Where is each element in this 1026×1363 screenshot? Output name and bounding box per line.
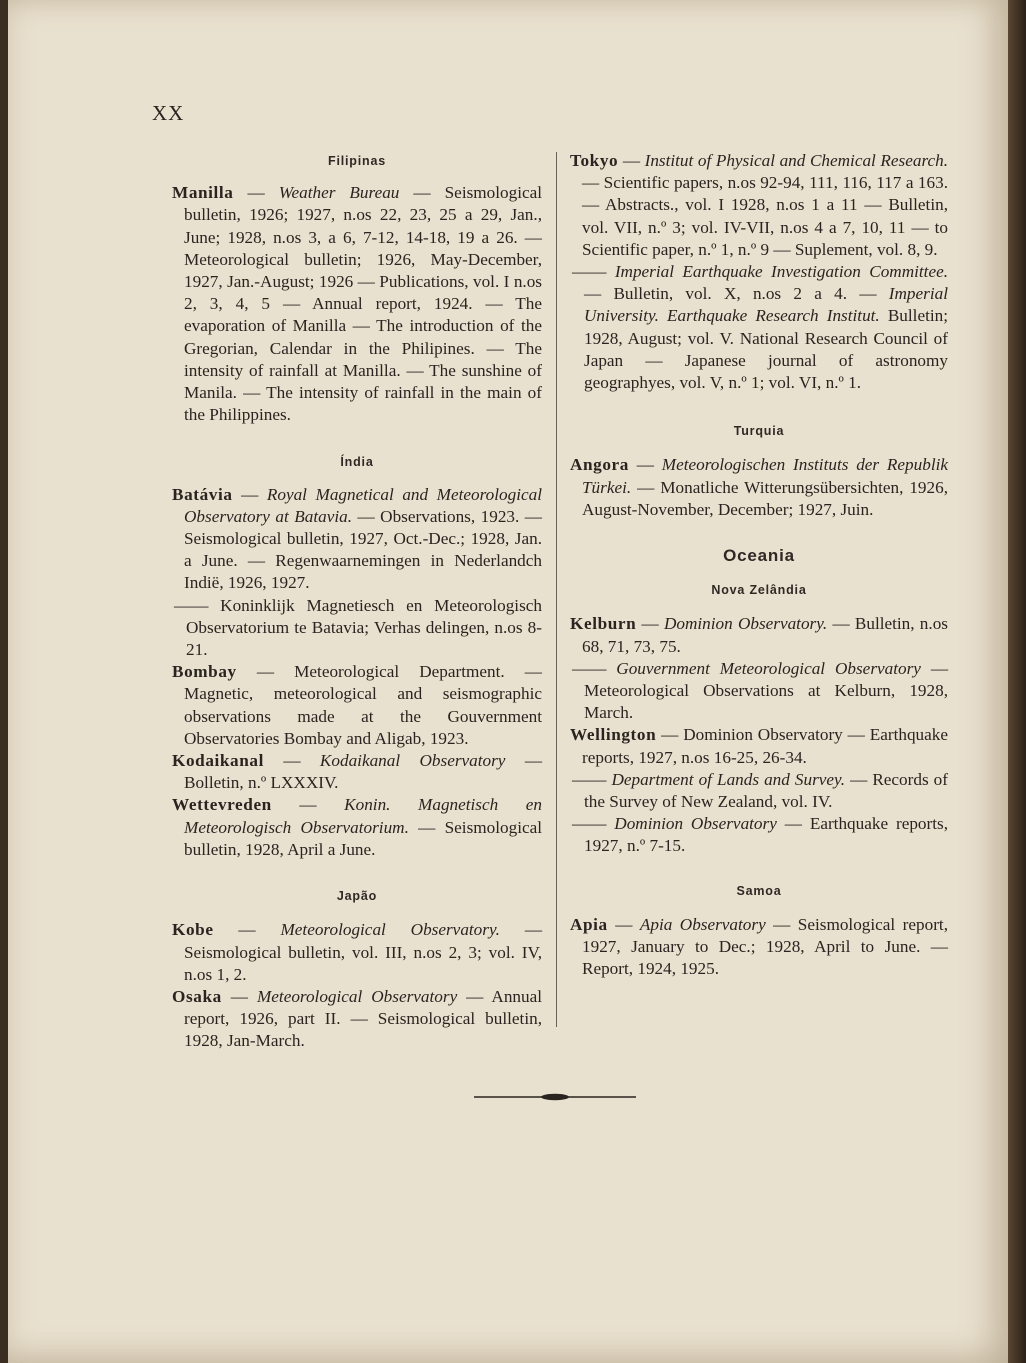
entry-text: — Records of the Survey of New Zealand, vol. IV. — [584, 769, 949, 812]
entry-text: — Bulletin, n.os 68, 71, 73, 75. — [582, 614, 948, 656]
institution-name: Gouvernment Meteorological Observatory — [616, 658, 921, 678]
place-name: Batávia — [172, 484, 233, 504]
entry-text: — Seismological bulletin, 1926; 1927, n.os 22, 23, 25 a 29, Jan., June; 1928, n.os 3, a 6, 7-12, 14-18, 19 a 26. — Meteorological bulletin; 1926, May-December, 1927, Jan.-August; 1926 — Publications, vol. I n.os 2, 3, 4, 5 — Annual report, 1924. — The evaporation of Manilla — The introduction of the Gregorian, Calendar in the Philipines. — The intensity of rainfall at Manilla. — The sunshine of Manila. — The intensity of rainfall in the main of the Philippines. — [184, 183, 543, 425]
entry-text: — Meteorological Department. — Magnetic, meteorological and seismographic observations made at the Gouvernment Observatories Bombay and Aligab, 1923. — [184, 662, 542, 748]
dash: — — [628, 455, 662, 475]
entry-osaka — [172, 986, 542, 1053]
section-heading-japao: Japão — [336, 889, 378, 904]
place-name: Manilla — [172, 183, 234, 203]
book-spine — [1008, 0, 1026, 1363]
institution-name: Department of Lands and Survey. — [611, 769, 846, 789]
dash: — — [233, 183, 279, 203]
page-number: XX — [152, 101, 185, 125]
institution-name: Apia Observatory — [639, 914, 766, 934]
institution-name: Meteorologischen Instituts der Republik Türkei. — [582, 455, 948, 497]
entry-kelburn-sub — [570, 658, 948, 725]
dash: — — [271, 795, 345, 815]
dash: —— — [572, 262, 615, 282]
entry-tokyo-sub — [570, 261, 948, 394]
dash: — — [618, 151, 645, 170]
section-heading-filipinas: Filipinas — [328, 154, 386, 168]
place-name: Apia — [570, 914, 608, 934]
institution-name: Royal Magnetical and Meteorological Observatory at Batavia. — [184, 484, 542, 526]
entry-text: — Seismological report, 1927, January to Dec.; 1928, April to June. — Report, 1924, 1925. — [582, 914, 948, 979]
dash: —— — [572, 658, 617, 678]
place-name: Wettevreden — [172, 795, 272, 815]
entry-apia — [570, 914, 948, 981]
place-name: Bombay — [172, 662, 237, 682]
institution-name: Dominion Observatory. — [663, 614, 828, 634]
entry-manilla — [172, 182, 542, 426]
entry-tokyo — [570, 150, 948, 261]
institution-name: Meteorological Observatory. — [280, 920, 500, 940]
dash: — — [232, 484, 267, 504]
entry-text: — Bulletin, vol. X, n.os 2 a 4. — — [584, 284, 889, 304]
entry-text: — Meteorological Observations at Kelburn, 1928, March. — [584, 658, 949, 723]
entry-wellington-sub-2 — [570, 813, 948, 857]
entry-text: — Seismological bulletin, vol. III, n.os 2, 3; vol. IV, n.os 1, 2. — [184, 920, 543, 984]
place-name: Wellington — [570, 725, 657, 745]
entry-wellington-sub-1 — [570, 769, 948, 813]
right-column — [570, 150, 948, 981]
entry-text: — Dominion Observatory — Earthquake reports, 1927, n.os 16-25, 26-34. — [582, 725, 948, 767]
section-heading-india: Índia — [340, 455, 374, 470]
place-name: Angora — [570, 455, 629, 475]
section-heading-oceania: Oceania — [723, 546, 795, 566]
entry-angora — [570, 454, 948, 521]
place-name: Kelburn — [570, 614, 637, 634]
dash: — — [607, 914, 640, 934]
institution-name: Kodaikanal Observatory — [319, 751, 506, 771]
entry-text: — Scientific papers, n.os 92-94, 111, 116, 117 a 163. — Abstracts., vol. I 1928, n.os 1 a 11 — Bulletin, vol. VII, n.º 3; vol. IV-VII, n.os 4 a 7, 10, 11 — to Scientific paper, n.º 1, n.º 9 — Suplement, vol. 8, 9. — [582, 173, 948, 259]
end-ornament — [474, 1092, 636, 1102]
entry-kodaikanal — [172, 750, 542, 794]
dash: —— — [572, 769, 612, 789]
institution-name: Imperial Earthquake Investigation Committee. — [614, 262, 948, 282]
dash: — — [636, 614, 664, 634]
entry-wettevreden — [172, 794, 542, 861]
institution-name: Imperial University. Earthquake Research Institut. — [584, 284, 948, 326]
institution-name: Institut of Physical and Chemical Research. — [644, 151, 949, 170]
entry-text: — Annual report, 1926, part II. — Seismological bulletin, 1928, Jan-March. — [184, 986, 543, 1051]
entry-text: — Seismological bulletin, 1928, April a June. — [184, 817, 543, 859]
place-name: Kodaikanal — [172, 751, 264, 771]
dash: — — [213, 920, 281, 940]
entry-text: Bulletin; 1928, August; vol. V. National Research Council of Japan — Japanese journal of astronomy geographyes, vol. V, n.º 1; vol. VI, n.º 1. — [584, 306, 948, 393]
place-name: Osaka — [172, 986, 222, 1006]
dash: — — [263, 751, 320, 771]
section-heading-turquia: Turquia — [733, 424, 785, 439]
place-name: Tokyo — [570, 151, 619, 170]
entry-text: — Observations, 1923. — Seismological bulletin, 1927, Oct.-Dec.; 1928, Jan. a June. — Regenwaarnemingen in Nederlandch Indië, 1926, 1927. — [184, 506, 542, 593]
dash: —— — [572, 814, 615, 834]
left-column — [172, 150, 542, 1053]
entry-kelburn — [570, 613, 948, 657]
institution-name: Meteorological Observatory — [256, 986, 458, 1006]
subsection-heading-nova-zelandia: Nova Zelândia — [711, 583, 807, 598]
entry-batavia — [172, 484, 542, 595]
dash: — — [221, 986, 257, 1006]
entry-bombay — [172, 661, 542, 750]
column-divider — [556, 152, 557, 1027]
institution-name: Konin. Magnetisch en Meteorologisch Observatorium. — [184, 795, 543, 837]
section-heading-samoa: Samoa — [736, 883, 782, 898]
place-name: Kobe — [172, 920, 214, 940]
entry-text: — Monatliche Witterungsübersichten, 1926, August-November, December; 1927, Juin. — [582, 477, 948, 519]
institution-name: Dominion Observatory — [614, 814, 777, 834]
entry-text: — Bolletin, n.º LXXXIV. — [184, 751, 542, 793]
entry-text: — Earthquake reports, 1927, n.º 7-15. — [584, 814, 949, 856]
entry-wellington — [570, 724, 948, 768]
entry-kobe — [172, 919, 542, 986]
entry-batavia-sub: —— Koninklijk Magnetiesch en Meteorologisch Observatorium te Batavia; Verhas delingen, n.os 8-21. — [174, 595, 542, 660]
institution-name: Weather Bureau — [278, 183, 400, 203]
